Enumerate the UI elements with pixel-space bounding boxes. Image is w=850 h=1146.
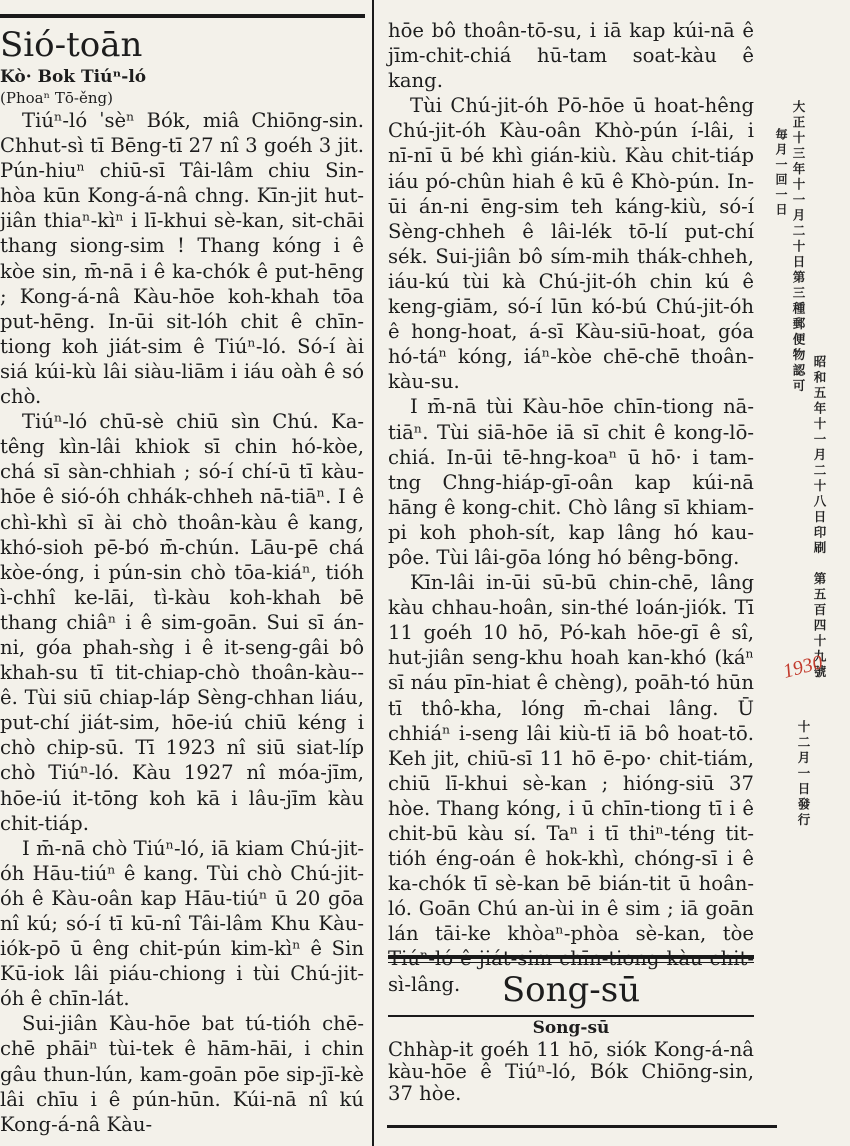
- obituary-section: [388, 955, 754, 1105]
- top-rule-left: [0, 14, 365, 18]
- paragraph: Tùi Chú-jit-óh Pō-hōe ū hoat-hêng Chú-jit-óh Kàu-oân Khò-pún í-lâi, i nī-nī ū bé khì gián-kiù. Kàu chit-tiáp iáu pó-chûn hiah ê kū ê Khò-pún. In-ūi án-ni ēng-sim teh káng-kiù, só-í Sèng-chheh ê lâi-lék tō-lí put-chí sék. Sui-jiân bô sím-mih thák-chheh, iáu-kú tùi kà Chú-jit-óh chin kú ê keng-giām, só-í lūn kó-bú Chú-jit-óh ê hong-hoat, á-sī Kàu-siū-hoat, góa hó-táⁿ kóng, iáⁿ-kòe chē-chē thoân-kàu-su.: [388, 94, 754, 394]
- article-subtitle: Kò· Bok Tiúⁿ-ló: [0, 67, 147, 87]
- obituary-top-rule-thin: [388, 962, 754, 963]
- bottom-rule-right: [387, 1125, 777, 1128]
- obituary-text: Chhàp-it goéh 11 hō, siók Kong-á-nâ kàu-hōe ê Tiúⁿ-ló, Bók Chiōng-sin, 37 hòe.: [388, 1037, 754, 1105]
- obituary-divider: [388, 1015, 754, 1017]
- paragraph: I m̄-nā chò Tiúⁿ-ló, iā kiam Chú-jit-óh Hāu-tiúⁿ ê kang. Tùi chò Chú-jit-óh ê Kàu-oân kap Hāu-tiúⁿ ū 20 gōa nî kú; só-í tī kū-nî Tâi-lâm Khu Kàu-iók-pō ū êng chit-pún kim-kìⁿ ê Sin Kū-iok lâi piáu-chiong i tùi Chú-jit-óh ê chīn-lát.: [0, 836, 364, 1011]
- margin-text-left: 大正十三年十一月二十日第三種郵便物認可: [791, 100, 806, 395]
- handwritten-year: 1930: [780, 651, 826, 683]
- paragraph: hōe bô thoân-tō-su, i iā kap kúi-nā ê jīm-chit-chiá hū-tam soat-kàu ê kang.: [388, 19, 754, 93]
- obituary-subtitle: Song-sū: [532, 1017, 610, 1038]
- margin-text-center: 昭和五年十一月二十八日印刷 第五百四十九號: [812, 355, 827, 681]
- article-author: (Phoaⁿ Tō-ěng): [0, 89, 113, 107]
- margin-text-sub: 毎月一回一日: [774, 128, 788, 218]
- obituary-top-rule: [388, 955, 754, 959]
- margin-text-sub2: 十二月一日發行: [796, 720, 811, 829]
- paragraph: Tiúⁿ-ló chū-sè chiū sìn Chú. Ka-têng kìn-lâi khiok sī chin hó-kòe, chá sī sàn-chhiah ; só-í chí-ū tī kàu-hōe ê sió-óh chhák-chheh nā-tiāⁿ. I ê chì-khì sī ài chò thoân-kàu ê kang, khó-sioh pē-bó m̄-chún. Lāu-pē chá kòe-óng, i pún-sin chò tōa-kiáⁿ, tióh ì-chhî ke-lāi, tì-kàu koh-khah bē thang chiâⁿ i ê sim-goān. Sui sī án-ni, góa phah-sǹg i ê it-seng-gâi bô khah-su tī tit-chiap-chò thoân-kàu--ê. Tùi siū chiap-láp Sèng-chhan liáu, put-chí jiát-sim, hōe-iú chiū kéng i chò chip-sū. Tī 1923 nî siū siat-líp chò Tiúⁿ-ló. Kàu 1927 nî móa-jīm, hōe-iú it-tōng koh kā i lâu-jīm kàu chit-tiáp.: [0, 410, 364, 835]
- paragraph: I m̄-nā tùi Kàu-hōe chīn-tiong nā-tiāⁿ. Tùi siā-hōe iā sī chit ê kong-lō-chiá. In-ūi tē-hng-koaⁿ ū hō· i tam-tng Chng-hiáp-gī-oân kap kúi-nā hāng ê kong-chit. Chò lâng sī khiam-pi koh phoh-sít, kap lâng hó kau-pôe. Tùi lâi-gōa lóng hó bêng-bōng.: [388, 395, 754, 569]
- article-column-right: [388, 18, 754, 997]
- paragraph: Sui-jiân Kàu-hōe bat tú-tióh chē-chē phāiⁿ tùi-tek ê hām-hāi, i chin gâu thun-lún, kam-goān pōe sip-jī-kè lâi chīu i ê pún-hūn. Kúi-nā nî kú Kong-á-nâ Kàu-: [0, 1012, 364, 1136]
- article-column-left: [0, 24, 364, 1137]
- obituary-heading: Song-sū: [501, 970, 641, 1010]
- paragraph: Tiúⁿ-ló ˈsèⁿ Bók, miâ Chiōng-sin. Chhut-sì tī Bēng-tī 27 nî 3 goéh 3 jit. Pún-hiuⁿ chiū-sī Tâi-lâm chiu Sin-hòa kūn Kong-á-nâ chng. Kīn-jit hut-jiân thiaⁿ-kìⁿ i lī-khui sè-kan, sit-chāi thang siong-sim ! Thang kóng i ê kòe sin, m̄-nā i ê ka-chók ê put-hēng ; Kong-á-nâ Kàu-hōe koh-khah tōa put-hēng. In-ūi sit-lóh chit ê chīn-tiong koh jiát-sim ê Tiúⁿ-ló. Só-í ài siá kúi-kù lâi siàu-liām i iáu oàh ê só chò.: [0, 109, 364, 409]
- column-divider: [372, 0, 374, 1146]
- article-heading: Sió-toān: [0, 25, 143, 65]
- paragraph: Kīn-lâi in-ūi sū-bū chin-chē, lâng kàu chhau-hoân, sin-thé loán-jiók. Tī 11 goéh 10 hō, Pó-kah hōe-gī ê sî, hut-jiân seng-khu hoah kan-khó (káⁿ sī náu pīn-hiat ê chèng), poāh-tó hūn tī thô-kha, lóng m̄-chai lâng. Ū chhiáⁿ i-seng lâi kiù-tī iā bô hoat-tō. Keh jit, chiū-sī 11 hō ē-po· chit-tiám, chiū lī-khui sè-kan ; hióng-siū 37 hòe. Thang kóng, i ū chīn-tiong tī i ê chit-bū kàu sí. Taⁿ i tī thiⁿ-téng tit-tióh éng-oán ê hok-khì, chóng-sī i ê ka-chók tī sè-kan bē bián-tit ū hoân-ló. Goān Chú an-ùi in ê sim ; iā goān lán tāi-ke khòaⁿ-phòa sè-kan, tòe sì-lâng.: [388, 571, 754, 996]
